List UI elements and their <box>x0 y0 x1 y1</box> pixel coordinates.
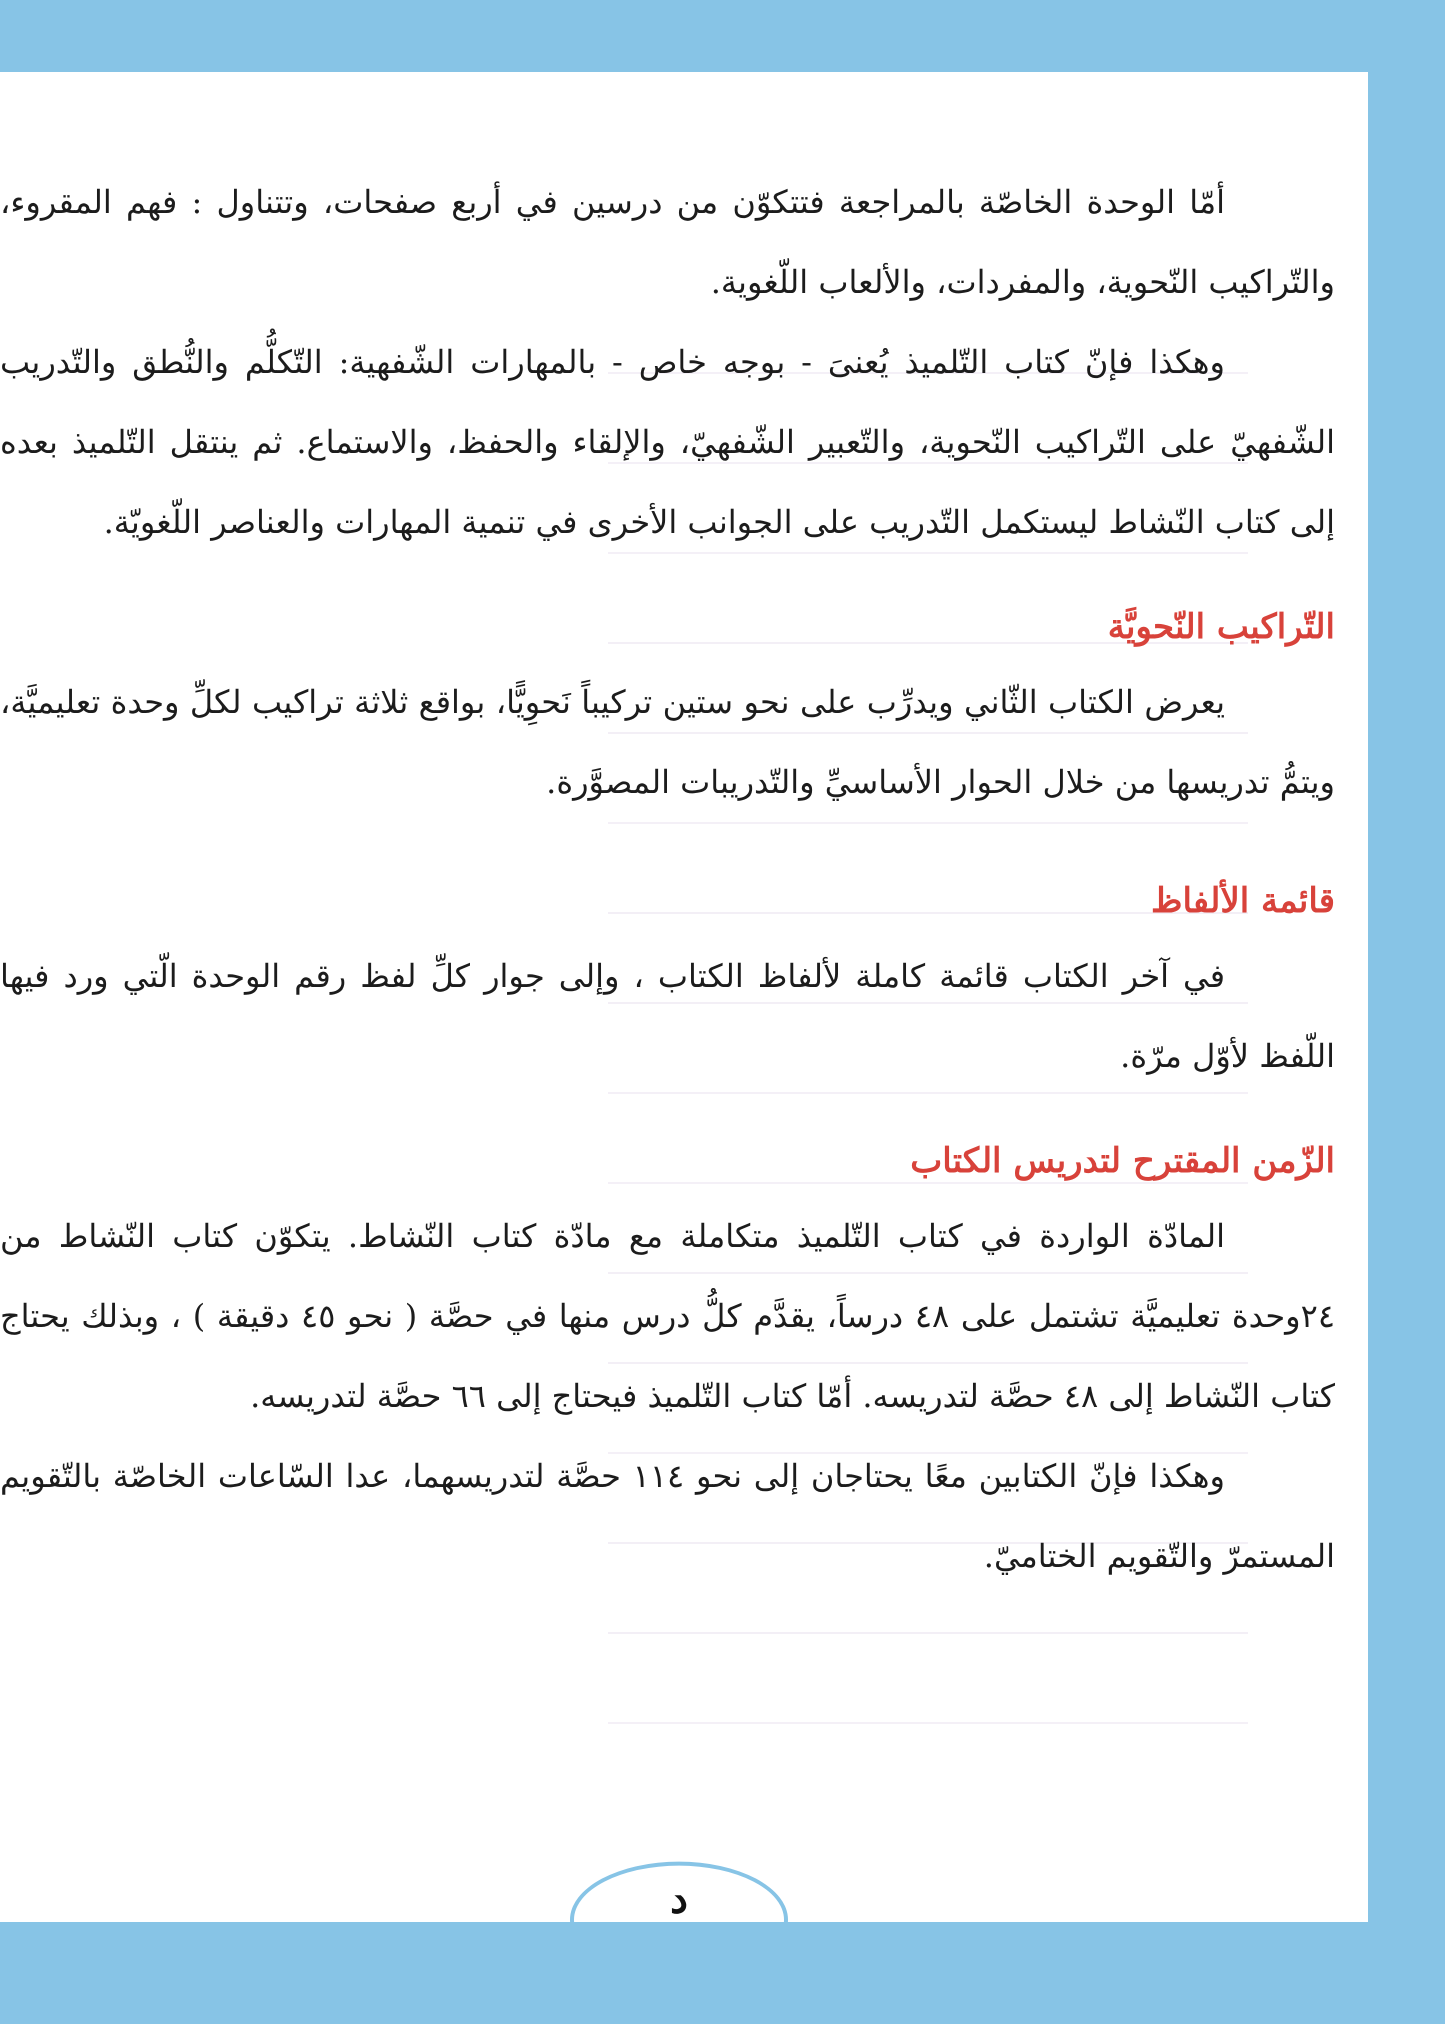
page-content <box>0 162 1335 1596</box>
page-number-badge <box>570 1862 788 1922</box>
heading-grammar-structures: التّراكيب النّحويَّة <box>1107 607 1335 647</box>
suggested-time-paragraph-1: المادّة الواردة في كتاب التّلميذ متكاملة مع مادّة كتاب النّشاط. يتكوّن كتاب النّشاط من ٢٤وحدة تعليميَّة تشتمل على ٤٨ درساً، يقدَّم كلُّ درس منها في حصَّة ( نحو ٤٥ دقيقة ) ، وبذلك يحتاج كتاب النّشاط إلى ٤٨ حصَّة لتدريسه. أمّا كتاب التّلميذ فيحتاج إلى ٦٦ حصَّة لتدريسه. <box>0 1217 1336 1415</box>
intro-paragraph-student-book: وهكذا فإنّ كتاب التّلميذ يُعنىَ - بوجه خاص - بالمهارات الشّفهية: التّكلُّم والنُّطق والتّدريب الشّفهيّ على التّراكيب النّحوية، والتّعبير الشّفهيّ، والإلقاء والحفظ، والاستماع. ثم ينتقل التّلميذ بعده إلى كتاب النّشاط ليستكمل التّدريب على الجوانب الأخرى في تنمية المهارات والعناصر اللّغويّة. <box>0 343 1335 541</box>
heading-glossary: قائمة الألفاظ <box>1151 881 1335 921</box>
heading-suggested-time: الزّمن المقترح لتدريس الكتاب <box>910 1141 1335 1181</box>
glossary-paragraph: في آخر الكتاب قائمة كاملة لألفاظ الكتاب ، وإلى جوار كلِّ لفظ رقم الوحدة الّتي ورد فيها اللّفظ لأوّل مرّة. <box>0 957 1335 1075</box>
intro-paragraph-review-unit: أمّا الوحدة الخاصّة بالمراجعة فتتكوّن من درسين في أربع صفحات، وتتناول : فهم المقروء، والتّراكيب النّحوية، والمفردات، والألعاب اللّغوية. <box>0 183 1335 301</box>
page <box>0 72 1368 1922</box>
grammar-structures-paragraph: يعرض الكتاب الثّاني ويدرِّب على نحو ستين تركيباً نَحوِيًّا، بواقع ثلاثة تراكيب لكلِّ وحدة تعليميَّة، ويتمُّ تدريسها من خلال الحوار الأساسيِّ والتّدريبات المصوَّرة. <box>0 683 1335 801</box>
page-number: د <box>670 1875 688 1922</box>
suggested-time-paragraph-2: وهكذا فإنّ الكتابين معًا يحتاجان إلى نحو ١١٤ حصَّة لتدريسهما، عدا السّاعات الخاصّة بالتّقويم المستمرّ والتّقويم الختاميّ. <box>0 1457 1335 1575</box>
